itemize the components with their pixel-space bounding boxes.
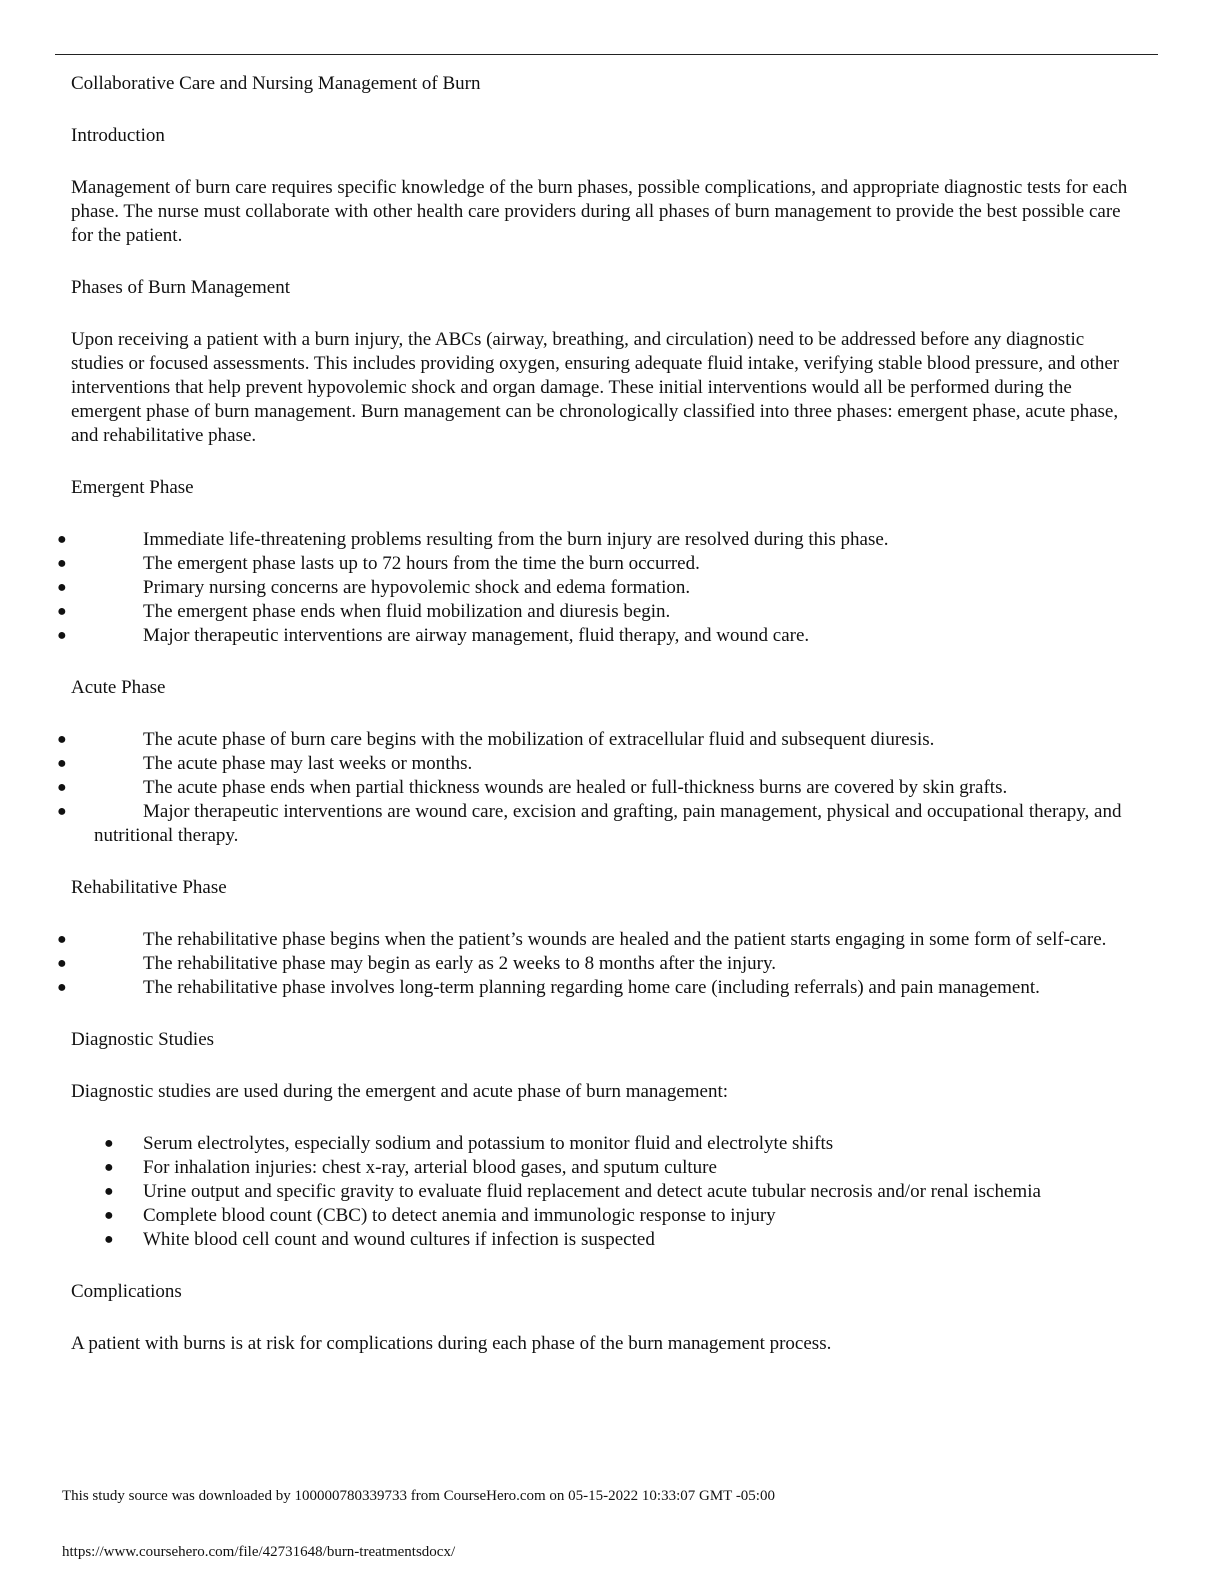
diagnostic-studies-list — [0, 1132, 1224, 1252]
complications-heading: Complications — [71, 1281, 182, 1302]
introduction-heading: Introduction — [71, 125, 165, 146]
bullet-icon: ● — [57, 603, 67, 620]
diagnostic-studies-intro: Diagnostic studies are used during the emergent and acute phase of burn management: — [71, 1081, 729, 1102]
list-item: ● The rehabilitative phase may begin as early as 2 weeks to 8 months after the injury. — [57, 953, 776, 974]
list-item: ● Serum electrolytes, especially sodium and potassium to monitor fluid and electrolyte shifts — [104, 1133, 834, 1154]
acute-phase-heading: Acute Phase — [71, 677, 166, 698]
rehabilitative-phase-heading: Rehabilitative Phase — [71, 877, 227, 898]
introduction-paragraph: Management of burn care requires specific knowledge of the burn phases, possible complications, and appropriate diagnostic tests for each phase. The nurse must collaborate with other health care providers during all phases of burn management to provide the best possible care for the patient. — [71, 177, 1128, 246]
complications-paragraph: A patient with burns is at risk for complications during each phase of the burn management process. — [71, 1333, 832, 1354]
bullet-icon: ● — [57, 531, 67, 548]
list-item: ● Urine output and specific gravity to evaluate fluid replacement and detect acute tubular necrosis and/or renal ischemia — [104, 1181, 1041, 1202]
list-item: ● For inhalation injuries: chest x-ray, arterial blood gases, and sputum culture — [104, 1157, 717, 1178]
phases-paragraph: Upon receiving a patient with a burn injury, the ABCs (airway, breathing, and circulation) need to be addressed before any diagnostic studies or focused assessments. This includes providing oxygen, ensuring adequate fluid intake, verifying stable blood pressure, and other interventions that help prevent hypovolemic shock and organ damage. These initial interventions would all be performed during the emergent phase of burn management. Burn management can be chronologically classified into three phases: emergent phase, acute phase, and rehabilitative phase. — [71, 329, 1120, 446]
download-source-note: This study source was downloaded by 100000780339733 from CourseHero.com on 05-15-2022 10:33:07 GMT -05:00 — [62, 1488, 775, 1504]
document-title: Collaborative Care and Nursing Management of Burn — [71, 73, 481, 94]
bullet-icon: ● — [57, 779, 67, 796]
source-url: https://www.coursehero.com/file/42731648/burn-treatmentsdocx/ — [62, 1544, 456, 1560]
list-item: ● The rehabilitative phase begins when the patient’s wounds are healed and the patient starts engaging in some form of self-care. — [57, 929, 1107, 950]
list-item: ● The rehabilitative phase involves long-term planning regarding home care (including referrals) and pain management. — [57, 977, 1040, 998]
bullet-icon: ● — [57, 955, 67, 972]
list-item: ● The acute phase of burn care begins with the mobilization of extracellular fluid and subsequent diuresis. — [57, 729, 935, 750]
list-item: ● Major therapeutic interventions are airway management, fluid therapy, and wound care. — [57, 625, 810, 646]
bullet-icon: ● — [57, 803, 67, 820]
list-item: ● The emergent phase lasts up to 72 hours from the time the burn occurred. — [57, 553, 700, 574]
document-body — [0, 72, 1224, 1384]
list-item: ● Major therapeutic interventions are wound care, excision and grafting, pain management, physical and occupational therapy, and nutritional therapy. — [57, 801, 1122, 846]
diagnostic-studies-heading: Diagnostic Studies — [71, 1029, 215, 1050]
acute-phase-list — [0, 728, 1224, 848]
bullet-icon: ● — [104, 1207, 114, 1224]
bullet-icon: ● — [57, 731, 67, 748]
bullet-icon: ● — [57, 579, 67, 596]
bullet-icon: ● — [57, 931, 67, 948]
bullet-icon: ● — [104, 1231, 114, 1248]
bullet-icon: ● — [57, 979, 67, 996]
emergent-phase-list — [0, 528, 1224, 648]
list-item: ● The emergent phase ends when fluid mobilization and diuresis begin. — [57, 601, 671, 622]
bullet-icon: ● — [57, 627, 67, 644]
list-item: ● White blood cell count and wound cultures if infection is suspected — [104, 1229, 655, 1250]
top-horizontal-rule — [55, 54, 1158, 55]
emergent-phase-heading: Emergent Phase — [71, 477, 194, 498]
list-item: ● The acute phase may last weeks or months. — [57, 753, 473, 774]
bullet-icon: ● — [57, 555, 67, 572]
list-item: ● Immediate life-threatening problems resulting from the burn injury are resolved during this phase. — [57, 529, 889, 550]
phases-heading: Phases of Burn Management — [71, 277, 290, 298]
bullet-icon: ● — [104, 1183, 114, 1200]
list-item: ● The acute phase ends when partial thickness wounds are healed or full-thickness burns are covered by skin grafts. — [57, 777, 1008, 798]
bullet-icon: ● — [104, 1135, 114, 1152]
list-item: ● Complete blood count (CBC) to detect anemia and immunologic response to injury — [104, 1205, 776, 1226]
bullet-icon: ● — [104, 1159, 114, 1176]
rehabilitative-phase-list — [0, 928, 1224, 1000]
list-item: ● Primary nursing concerns are hypovolemic shock and edema formation. — [57, 577, 691, 598]
bullet-icon: ● — [57, 755, 67, 772]
